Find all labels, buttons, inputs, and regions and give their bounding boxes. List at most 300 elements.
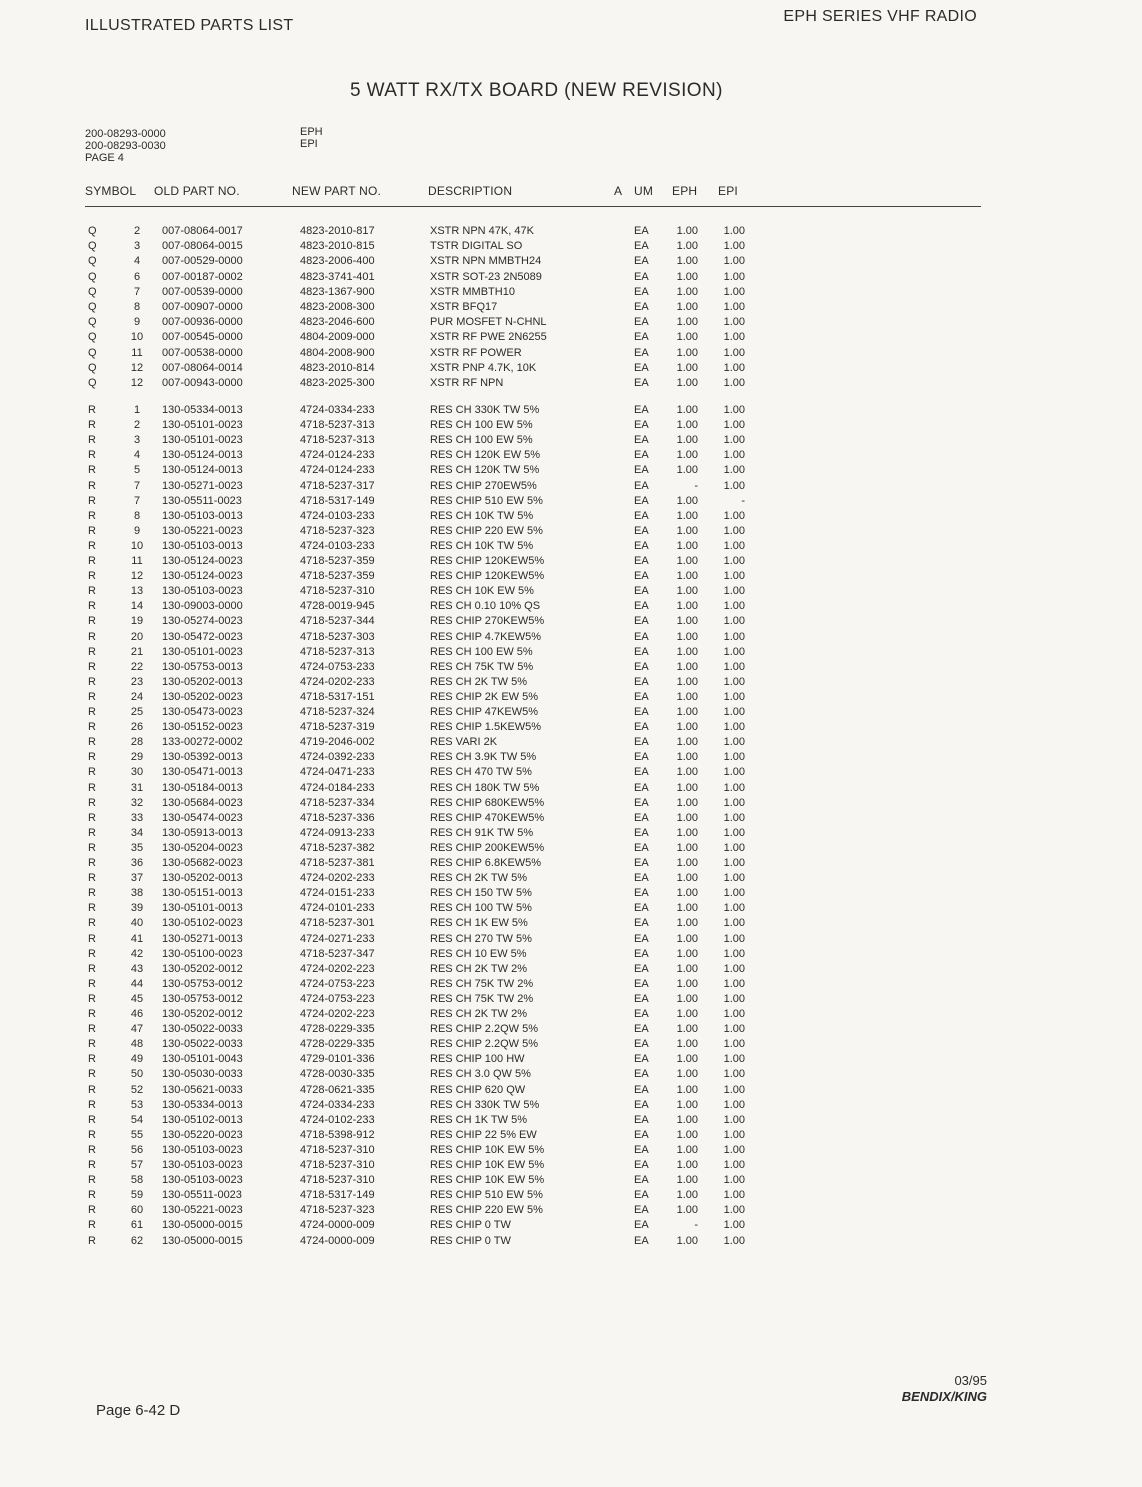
item-number-cell: 6 — [133, 270, 141, 283]
new-part-number-cell: 4804-2009-000 — [300, 331, 375, 344]
epi-quantity-cell: 1.00 — [723, 301, 745, 313]
unit-cell: EA — [634, 826, 649, 839]
description-cell: RES CHIP 4.7KEW5% — [430, 630, 542, 643]
eph-quantity-cell: 1.00 — [676, 585, 698, 598]
item-number-cell: 31 — [130, 781, 144, 794]
unit-cell: EA — [634, 1053, 649, 1066]
old-part-number-cell: 130-05753-0012 — [162, 977, 243, 990]
symbol-cell: R — [88, 826, 96, 839]
unit-cell: EA — [634, 766, 649, 779]
item-number-cell: 28 — [130, 736, 144, 749]
symbol-cell: R — [88, 796, 96, 809]
symbol-cell: Q — [88, 377, 97, 389]
new-part-number-cell: 4724-0913-233 — [300, 826, 375, 839]
old-part-number-cell: 130-05101-0023 — [162, 645, 243, 658]
item-number-cell: 39 — [130, 902, 144, 915]
eph-quantity-cell: 1.00 — [676, 404, 698, 416]
eph-quantity-cell: 1.00 — [676, 1174, 698, 1187]
symbol-cell: Q — [88, 270, 97, 283]
new-part-number-cell: 4724-0103-233 — [300, 539, 375, 552]
old-part-number-cell: 130-05511-0023 — [162, 494, 242, 507]
description-cell: RES CHIP 220 EW 5% — [430, 1204, 543, 1217]
item-number-cell: 26 — [130, 721, 144, 734]
description-cell: RES CHIP 2.2QW 5% — [430, 1023, 538, 1036]
unit-cell: EA — [634, 479, 649, 492]
symbol-cell: R — [88, 555, 96, 567]
new-part-number-cell: 4823-2046-600 — [300, 316, 375, 329]
item-number-cell: 54 — [130, 1113, 144, 1126]
old-part-number-cell: 007-00907-0000 — [162, 301, 243, 313]
item-number-cell: 59 — [130, 1189, 144, 1202]
old-part-number-cell: 130-05274-0023 — [162, 615, 243, 628]
symbol-cell: R — [88, 1008, 96, 1020]
item-number-cell: 36 — [130, 857, 144, 869]
unit-cell: EA — [634, 1113, 649, 1126]
old-part-number-cell: 130-05913-0013 — [162, 826, 243, 839]
epi-quantity-cell: 1.00 — [723, 1023, 745, 1036]
old-part-number-cell: 130-05202-0013 — [162, 675, 243, 688]
old-part-number-cell: 130-05221-0023 — [162, 524, 243, 537]
new-part-number-cell: 4724-0103-233 — [300, 509, 375, 522]
new-part-number-cell: 4718-5237-303 — [300, 630, 375, 643]
page-title: 5 WATT RX/TX BOARD (NEW REVISION) — [350, 80, 723, 101]
eph-quantity-cell: 1.00 — [676, 1023, 698, 1036]
old-part-number-cell: 007-00943-0000 — [162, 377, 243, 389]
old-part-number-cell: 130-05103-0013 — [162, 509, 243, 522]
old-part-number-cell: 130-05152-0023 — [162, 721, 243, 734]
eph-quantity-cell: 1.00 — [676, 872, 698, 885]
eph-quantity-cell: 1.00 — [676, 331, 698, 344]
item-number-cell: 29 — [130, 751, 144, 764]
epi-quantity-cell: 1.00 — [723, 361, 745, 374]
eph-quantity-cell: 1.00 — [676, 1053, 698, 1066]
header-rule — [85, 206, 981, 207]
symbol-cell: R — [88, 524, 96, 537]
epi-quantity-cell: 1.00 — [723, 872, 745, 885]
unit-cell: EA — [634, 225, 649, 237]
description-cell: RES CH 10 EW 5% — [430, 947, 527, 960]
new-part-number-cell: 4724-0202-223 — [300, 962, 375, 975]
old-part-number-cell: 130-05202-0012 — [162, 1008, 243, 1020]
new-part-number-cell: 4718-5237-344 — [300, 615, 375, 628]
symbol-cell: R — [88, 539, 96, 552]
new-part-number-cell: 4718-5237-359 — [300, 555, 375, 567]
item-number-cell: 13 — [130, 585, 144, 598]
eph-quantity-cell: 1.00 — [676, 962, 698, 975]
unit-cell: EA — [634, 962, 649, 975]
assembly-id: 200-08293-0030 — [85, 140, 166, 152]
new-part-number-cell: 4724-0271-233 — [300, 932, 375, 945]
old-part-number-cell: 130-05220-0023 — [162, 1128, 243, 1141]
new-part-number-cell: 4718-5398-912 — [300, 1128, 375, 1141]
epi-quantity-cell: 1.00 — [723, 1038, 745, 1051]
old-part-number-cell: 007-00936-0000 — [162, 316, 243, 329]
description-cell: RES CHIP 0 TW — [430, 1234, 511, 1247]
unit-cell: EA — [634, 1159, 649, 1171]
epi-quantity-cell: 1.00 — [723, 857, 745, 869]
epi-quantity-cell: 1.00 — [723, 509, 745, 522]
description-cell: XSTR MMBTH10 — [430, 285, 515, 298]
eph-quantity-cell: 1.00 — [676, 301, 698, 313]
item-number-cell: 7 — [133, 494, 141, 507]
epi-quantity-cell: 1.00 — [723, 377, 745, 389]
description-cell: RES CH 91K TW 5% — [430, 826, 534, 839]
unit-cell: EA — [634, 872, 649, 885]
symbol-cell: R — [88, 811, 96, 824]
new-part-number-cell: 4724-0202-223 — [300, 1008, 375, 1020]
epi-quantity-cell: 1.00 — [723, 1234, 745, 1247]
old-part-number-cell: 130-05684-0023 — [162, 796, 243, 809]
epi-quantity-cell: 1.00 — [723, 270, 745, 283]
new-part-number-cell: 4718-5237-310 — [300, 585, 375, 598]
symbol-cell: R — [88, 1128, 96, 1141]
item-number-cell: 12 — [130, 361, 144, 374]
item-number-cell: 33 — [130, 811, 144, 824]
new-part-number-cell: 4718-5237-359 — [300, 570, 375, 583]
old-part-number-cell: 130-05101-0013 — [162, 902, 243, 915]
new-part-number-cell: 4823-2025-300 — [300, 377, 375, 389]
item-number-cell: 56 — [130, 1143, 144, 1156]
description-cell: RES CHIP 620 QW — [430, 1083, 526, 1096]
item-number-cell: 8 — [133, 301, 141, 313]
footer-info — [902, 1373, 987, 1405]
new-part-number-cell: 4728-0019-945 — [300, 600, 375, 613]
unit-cell: EA — [634, 796, 649, 809]
item-number-cell: 38 — [130, 887, 144, 900]
old-part-number-cell: 130-05000-0015 — [162, 1219, 243, 1232]
unit-cell: EA — [634, 600, 649, 613]
new-part-number-cell: 4724-0471-233 — [300, 766, 375, 779]
new-part-number-cell: 4728-0229-335 — [300, 1038, 375, 1051]
item-number-cell: 41 — [130, 932, 144, 945]
unit-cell: EA — [634, 240, 649, 253]
description-cell: RES CH 330K TW 5% — [430, 404, 540, 416]
symbol-cell: R — [88, 615, 96, 628]
column-header-description: DESCRIPTION — [428, 184, 513, 198]
item-number-cell: 49 — [130, 1053, 144, 1066]
new-part-number-cell: 4724-0102-233 — [300, 1113, 375, 1126]
symbol-cell: R — [88, 600, 96, 613]
eph-quantity-cell: 1.00 — [676, 630, 698, 643]
eph-quantity-cell: 1.00 — [676, 660, 698, 673]
epi-quantity-cell: 1.00 — [723, 419, 745, 432]
old-part-number-cell: 130-05101-0043 — [162, 1053, 243, 1066]
new-part-number-cell: 4718-5237-317 — [300, 479, 375, 492]
new-part-number-cell: 4718-5237-313 — [300, 419, 375, 432]
assembly-id: 200-08293-0000 — [85, 128, 166, 140]
column-header-old-part: OLD PART NO. — [154, 184, 240, 198]
old-part-number-cell: 130-05621-0033 — [162, 1083, 243, 1096]
new-part-number-cell: 4718-5237-310 — [300, 1143, 375, 1156]
eph-quantity-cell: 1.00 — [676, 449, 698, 462]
epi-quantity-cell: 1.00 — [723, 1143, 745, 1156]
unit-cell: EA — [634, 301, 649, 313]
symbol-cell: R — [88, 1234, 96, 1247]
unit-cell: EA — [634, 751, 649, 764]
item-number-cell: 9 — [133, 524, 141, 537]
old-part-number-cell: 133-00272-0002 — [162, 736, 243, 749]
old-part-number-cell: 130-05471-0013 — [162, 766, 243, 779]
description-cell: RES CHIP 1.5KEW5% — [430, 721, 542, 734]
eph-quantity-cell: 1.00 — [676, 675, 698, 688]
new-part-number-cell: 4724-0202-233 — [300, 872, 375, 885]
symbol-cell: R — [88, 479, 96, 492]
new-part-number-cell: 4728-0621-335 — [300, 1083, 375, 1096]
symbol-cell: R — [88, 1023, 96, 1036]
new-part-number-cell: 4718-5237-319 — [300, 721, 375, 734]
description-cell: XSTR RF PWE 2N6255 — [430, 331, 547, 344]
description-cell: RES CHIP 470KEW5% — [430, 811, 545, 824]
eph-quantity-cell: 1.00 — [676, 1204, 698, 1217]
new-part-number-cell: 4724-0334-233 — [300, 1098, 375, 1111]
symbol-cell: R — [88, 872, 96, 885]
symbol-cell: R — [88, 464, 96, 477]
old-part-number-cell: 130-05204-0023 — [162, 841, 243, 854]
item-number-cell: 32 — [130, 796, 144, 809]
item-number-cell: 25 — [130, 706, 144, 718]
new-part-number-cell: 4728-0229-335 — [300, 1023, 375, 1036]
unit-cell: EA — [634, 1098, 649, 1111]
header-left: ILLUSTRATED PARTS LIST — [85, 17, 294, 34]
unit-cell: EA — [634, 255, 649, 268]
epi-quantity-cell: 1.00 — [723, 285, 745, 298]
epi-quantity-cell: 1.00 — [723, 316, 745, 329]
epi-quantity-cell: 1.00 — [723, 1053, 745, 1066]
symbol-cell: R — [88, 1143, 96, 1156]
eph-quantity-cell: 1.00 — [676, 377, 698, 389]
new-part-number-cell: 4724-0124-233 — [300, 464, 375, 477]
description-cell: RES CH 2K TW 5% — [430, 675, 527, 688]
eph-quantity-cell: 1.00 — [676, 977, 698, 990]
symbol-cell: Q — [88, 346, 97, 359]
epi-quantity-cell: 1.00 — [723, 1128, 745, 1141]
assembly-ids — [85, 128, 166, 164]
symbol-cell: R — [88, 841, 96, 854]
unit-cell: EA — [634, 494, 649, 507]
item-number-cell: 8 — [133, 509, 141, 522]
description-cell: RES CHIP 200KEW5% — [430, 841, 545, 854]
epi-quantity-cell: 1.00 — [723, 721, 745, 734]
old-part-number-cell: 130-05102-0023 — [162, 917, 243, 930]
description-cell: RES CH 10K EW 5% — [430, 585, 534, 598]
symbol-cell: R — [88, 419, 96, 432]
new-part-number-cell: 4718-5237-334 — [300, 796, 375, 809]
column-header-eph: EPH — [672, 184, 698, 198]
symbol-cell: R — [88, 449, 96, 462]
epi-quantity-cell: 1.00 — [723, 796, 745, 809]
new-part-number-cell: 4724-0184-233 — [300, 781, 375, 794]
symbol-cell: R — [88, 434, 96, 447]
item-number-cell: 61 — [130, 1219, 144, 1232]
item-number-cell: 3 — [133, 240, 141, 253]
description-cell: RES CH 2K TW 2% — [430, 1008, 527, 1020]
eph-quantity-cell: 1.00 — [676, 721, 698, 734]
description-cell: RES CHIP 510 EW 5% — [430, 1189, 543, 1202]
description-cell: RES CH 75K TW 5% — [430, 660, 534, 673]
new-part-number-cell: 4724-0000-009 — [300, 1219, 375, 1232]
old-part-number-cell: 130-05103-0023 — [162, 1159, 243, 1171]
item-number-cell: 24 — [130, 690, 144, 703]
symbol-cell: R — [88, 1219, 96, 1232]
epi-quantity-cell: 1.00 — [723, 225, 745, 237]
eph-quantity-cell: 1.00 — [676, 1113, 698, 1126]
symbol-cell: R — [88, 766, 96, 779]
item-number-cell: 2 — [133, 419, 141, 432]
unit-cell: EA — [634, 721, 649, 734]
epi-quantity-cell: 1.00 — [723, 434, 745, 447]
symbol-cell: R — [88, 1098, 96, 1111]
symbol-cell: R — [88, 932, 96, 945]
unit-cell: EA — [634, 270, 649, 283]
old-part-number-cell: 130-05124-0013 — [162, 449, 243, 462]
footer-brand: BENDIX/KING — [901, 1389, 987, 1404]
unit-cell: EA — [634, 932, 649, 945]
epi-quantity-cell: 1.00 — [723, 1113, 745, 1126]
symbol-cell: R — [88, 404, 96, 416]
eph-quantity-cell: 1.00 — [676, 857, 698, 869]
eph-quantity-cell: 1.00 — [676, 841, 698, 854]
new-part-number-cell: 4718-5237-323 — [300, 524, 375, 537]
assembly-models — [300, 126, 323, 150]
symbol-cell: R — [88, 1159, 96, 1171]
item-number-cell: 44 — [130, 977, 144, 990]
new-part-number-cell: 4718-5237-382 — [300, 841, 375, 854]
item-number-cell: 22 — [130, 660, 144, 673]
description-cell: RES CH 100 TW 5% — [430, 902, 532, 915]
new-part-number-cell: 4718-5237-313 — [300, 645, 375, 658]
eph-quantity-cell: 1.00 — [676, 570, 698, 583]
symbol-cell: Q — [88, 301, 97, 313]
unit-cell: EA — [634, 645, 649, 658]
unit-cell: EA — [634, 316, 649, 329]
eph-quantity-cell: 1.00 — [676, 932, 698, 945]
symbol-cell: R — [88, 509, 96, 522]
symbol-cell: Q — [88, 255, 97, 268]
symbol-cell: R — [88, 1053, 96, 1066]
description-cell: RES CHIP 220 EW 5% — [430, 524, 543, 537]
eph-quantity-cell: 1.00 — [676, 600, 698, 613]
item-number-cell: 50 — [130, 1068, 144, 1081]
symbol-cell: R — [88, 630, 96, 643]
old-part-number-cell: 130-05334-0013 — [162, 404, 243, 416]
description-cell: XSTR RF NPN — [430, 377, 504, 389]
old-part-number-cell: 130-05124-0013 — [162, 464, 243, 477]
unit-cell: EA — [634, 1008, 649, 1020]
new-part-number-cell: 4718-5237-310 — [300, 1159, 375, 1171]
unit-cell: EA — [634, 857, 649, 869]
unit-cell: EA — [634, 585, 649, 598]
column-header-epi: EPI — [718, 184, 738, 198]
eph-quantity-cell: 1.00 — [676, 1008, 698, 1020]
old-part-number-cell: 130-05022-0033 — [162, 1023, 243, 1036]
description-cell: RES CHIP 10K EW 5% — [430, 1159, 545, 1171]
old-part-number-cell: 130-05682-0023 — [162, 857, 243, 869]
new-part-number-cell: 4718-5237-324 — [300, 706, 375, 718]
new-part-number-cell: 4718-5237-347 — [300, 947, 375, 960]
epi-quantity-cell: 1.00 — [723, 736, 745, 749]
unit-cell: EA — [634, 706, 649, 718]
description-cell: RES CHIP 47KEW5% — [430, 706, 539, 718]
symbol-cell: R — [88, 721, 96, 734]
epi-quantity-cell: 1.00 — [723, 346, 745, 359]
symbol-cell: R — [88, 1204, 96, 1217]
description-cell: RES CH 3.0 QW 5% — [430, 1068, 531, 1081]
unit-cell: EA — [634, 1189, 649, 1202]
unit-cell: EA — [634, 887, 649, 900]
old-part-number-cell: 130-05124-0023 — [162, 570, 243, 583]
symbol-cell: Q — [88, 361, 97, 374]
description-cell: RES CHIP 510 EW 5% — [430, 494, 543, 507]
unit-cell: EA — [634, 690, 649, 703]
item-number-cell: 10 — [130, 331, 144, 344]
eph-quantity-cell: 1.00 — [676, 419, 698, 432]
description-cell: RES CH 120K TW 5% — [430, 464, 540, 477]
description-cell: RES VARI 2K — [430, 736, 498, 749]
new-part-number-cell: 4724-0151-233 — [300, 887, 375, 900]
unit-cell: EA — [634, 524, 649, 537]
old-part-number-cell: 130-05473-0023 — [162, 706, 243, 718]
unit-cell: EA — [634, 449, 649, 462]
old-part-number-cell: 007-08064-0015 — [162, 240, 243, 253]
unit-cell: EA — [634, 331, 649, 344]
epi-quantity-cell: 1.00 — [723, 841, 745, 854]
old-part-number-cell: 130-05221-0023 — [162, 1204, 243, 1217]
item-number-cell: 7 — [133, 285, 141, 298]
new-part-number-cell: 4718-5317-149 — [300, 494, 375, 507]
old-part-number-cell: 130-05151-0013 — [162, 887, 243, 900]
epi-quantity-cell: 1.00 — [723, 751, 745, 764]
symbol-cell: R — [88, 675, 96, 688]
symbol-cell: R — [88, 751, 96, 764]
symbol-cell: R — [88, 660, 96, 673]
symbol-cell: Q — [88, 316, 97, 329]
unit-cell: EA — [634, 917, 649, 930]
epi-quantity-cell: 1.00 — [723, 1098, 745, 1111]
new-part-number-cell: 4724-0753-233 — [300, 660, 375, 673]
item-number-cell: 57 — [130, 1159, 144, 1171]
unit-cell: EA — [634, 539, 649, 552]
description-cell: XSTR NPN MMBTH24 — [430, 255, 542, 268]
description-cell: RES CHIP 22 5% EW — [430, 1128, 537, 1141]
new-part-number-cell: 4823-2006-400 — [300, 255, 375, 268]
epi-quantity-cell: 1.00 — [723, 630, 745, 643]
symbol-cell: R — [88, 992, 96, 1005]
symbol-cell: Q — [88, 240, 97, 253]
old-part-number-cell: 130-05101-0023 — [162, 419, 243, 432]
old-part-number-cell: 130-05753-0012 — [162, 992, 243, 1005]
eph-quantity-cell: 1.00 — [676, 615, 698, 628]
unit-cell: EA — [634, 346, 649, 359]
item-number-cell: 5 — [133, 464, 141, 477]
description-cell: RES CH 100 EW 5% — [430, 434, 533, 447]
unit-cell: EA — [634, 377, 649, 389]
unit-cell: EA — [634, 977, 649, 990]
eph-quantity-cell: 1.00 — [676, 464, 698, 477]
old-part-number-cell: 007-00529-0000 — [162, 255, 243, 268]
symbol-cell: R — [88, 1068, 96, 1081]
old-part-number-cell: 130-05753-0013 — [162, 660, 243, 673]
eph-quantity-cell: 1.00 — [676, 826, 698, 839]
unit-cell: EA — [634, 1143, 649, 1156]
description-cell: RES CHIP 0 TW — [430, 1219, 511, 1232]
description-cell: RES CH 120K EW 5% — [430, 449, 541, 462]
assembly-model: EPI — [300, 138, 318, 150]
epi-quantity-cell: 1.00 — [723, 555, 745, 567]
footer-page-number: Page 6-42 D — [96, 1402, 181, 1419]
unit-cell: EA — [634, 736, 649, 749]
old-part-number-cell: 130-05000-0015 — [162, 1234, 243, 1247]
item-number-cell: 4 — [133, 255, 141, 268]
